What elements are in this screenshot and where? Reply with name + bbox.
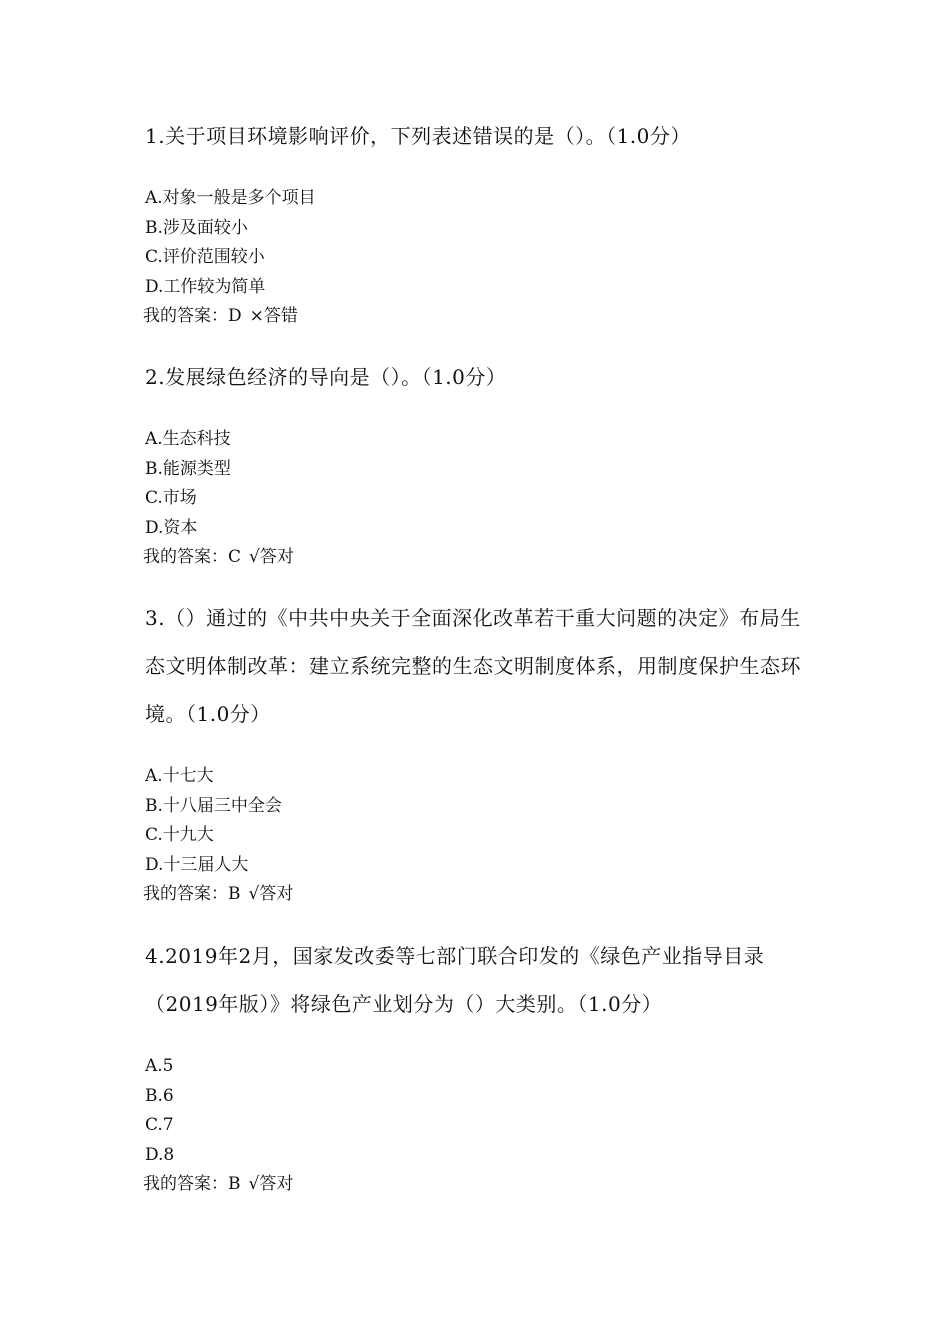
my-answer [143,880,805,910]
question-stem: 3.（）通过的《中共中央关于全面深化改革若干重大问题的决定》布局生态文明体制改革：建立系统完整的生态文明制度体系，用制度保护生态环境。（1.0分） [145,606,801,726]
answer-label: 我的答案： [143,306,228,326]
option-d: D.十三届人大 [145,854,249,875]
option-a: A.5 [145,1056,174,1076]
option-list [145,425,805,543]
answer-label: 我的答案： [143,884,228,904]
answer-result: ×答错 [249,306,298,326]
answer-result: √答对 [249,547,294,567]
question-2 [145,353,805,573]
answer-value: B [228,1174,241,1194]
question-3 [145,594,805,910]
option-c: C.市场 [145,488,197,508]
my-answer [143,1170,805,1200]
answer-value: C [228,547,242,567]
answer-label: 我的答案： [143,547,228,567]
option-a: A.十七大 [145,766,214,786]
question-stem: 2.发展绿色经济的导向是（）。（1.0分） [145,365,507,389]
option-b: B.6 [145,1085,174,1106]
option-a: A.生态科技 [145,429,231,449]
option-b: B.涉及面较小 [145,217,248,238]
option-d: D.工作较为简单 [145,276,266,297]
option-b: B.能源类型 [145,458,231,479]
my-answer [143,302,805,332]
question-4 [145,932,805,1200]
question-stem: 4.2019年2月，国家发改委等七部门联合印发的《绿色产业指导目录（2019年版）》将绿色产业划分为（）大类别。（1.0分） [145,944,765,1016]
my-answer [143,543,805,573]
question-1 [145,112,805,332]
option-a: A.对象一般是多个项目 [145,188,316,208]
option-c: C.评价范围较小 [145,247,265,267]
option-list [145,762,805,880]
option-c: C.7 [145,1115,174,1135]
option-d: D.资本 [145,517,198,538]
question-stem: 1.关于项目环境影响评价，下列表述错误的是（）。（1.0分） [145,124,691,148]
answer-value: B [228,884,241,904]
answer-result: √答对 [248,884,294,904]
answer-value: D [228,306,242,326]
option-c: C.十九大 [145,825,214,845]
option-list [145,1052,805,1170]
answer-result: √答对 [248,1174,294,1194]
option-list [145,184,805,302]
answer-label: 我的答案： [143,1174,228,1194]
option-b: B.十八届三中全会 [145,795,282,816]
option-d: D.8 [145,1144,175,1165]
